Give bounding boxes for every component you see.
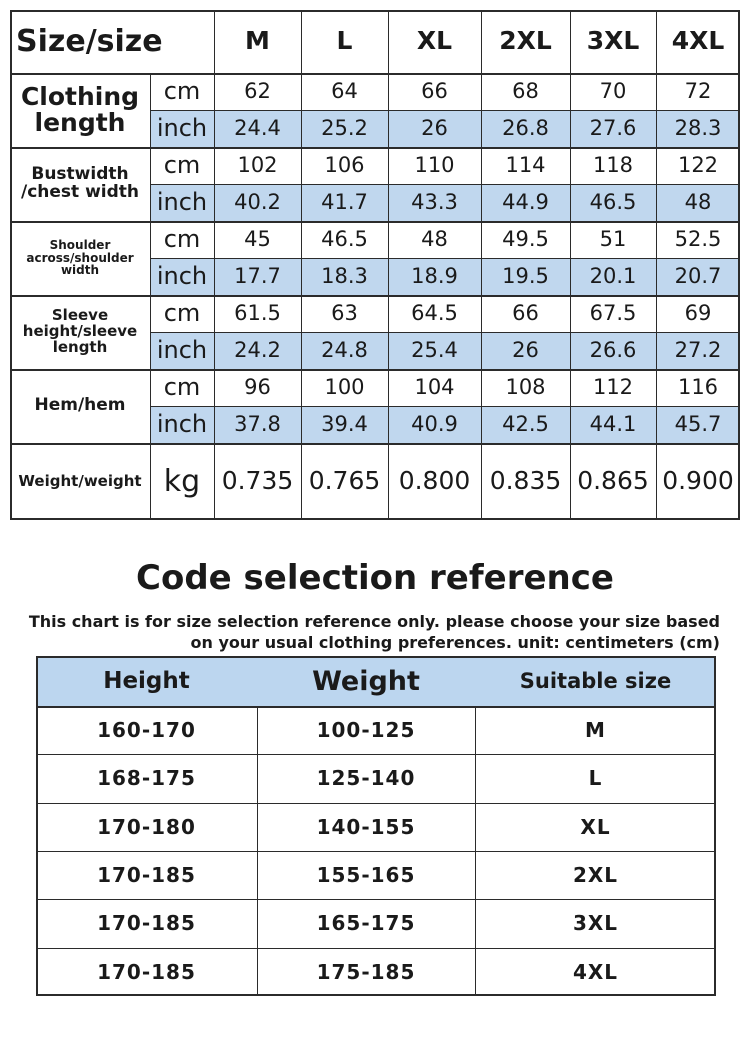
unit-inch: inch (156, 409, 208, 438)
table-grid-line (150, 332, 740, 333)
height-range: 170-180 (97, 814, 196, 839)
size-column-header: M (245, 26, 270, 56)
measurement-label: Shoulder across/shoulder width (26, 238, 134, 278)
measurement-label: Bustwidth /chest width (20, 164, 139, 202)
inch-value: 26 (421, 116, 448, 141)
cm-value: 70 (599, 79, 627, 104)
cm-value: 106 (324, 153, 365, 178)
cm-value: 61.5 (234, 301, 281, 326)
cm-value: 49.5 (502, 227, 549, 252)
suitable-size: L (588, 766, 603, 791)
inch-value: 45.7 (674, 412, 722, 437)
unit-inch: inch (156, 261, 208, 290)
suitable-size: 4XL (572, 959, 619, 984)
table-grid-line (656, 10, 657, 520)
inch-value: 25.2 (321, 116, 368, 141)
weight-value: 0.735 (221, 466, 294, 496)
cm-value: 64 (331, 79, 358, 104)
reference-header: Height (103, 668, 190, 694)
cm-value: 62 (244, 79, 271, 104)
weight-value: 0.835 (489, 466, 562, 496)
table-grid-line (10, 10, 740, 12)
inch-value: 18.9 (411, 264, 458, 289)
table-grid-line (10, 518, 740, 520)
unit-inch: inch (156, 335, 208, 364)
cm-value: 52.5 (674, 227, 722, 252)
weight-value: 0.800 (398, 466, 471, 496)
table-grid-line (301, 10, 302, 520)
inch-value: 24.4 (234, 116, 281, 141)
weight-range: 100-125 (316, 718, 416, 743)
inch-value: 26.6 (589, 338, 637, 363)
unit-cm: cm (163, 76, 201, 105)
table-grid-line (481, 10, 482, 520)
measurement-label: Hem/hem (34, 395, 126, 416)
weight-value: 0.865 (577, 466, 649, 496)
unit-inch: inch (156, 187, 208, 216)
suitable-size: 3XL (572, 911, 619, 936)
height-range: 170-185 (97, 959, 196, 984)
inch-value: 48 (684, 190, 712, 215)
cm-value: 108 (505, 375, 546, 400)
cm-value: 122 (677, 153, 719, 178)
suitable-size: M (585, 718, 606, 743)
inch-value: 25.4 (411, 338, 458, 363)
cm-value: 118 (592, 153, 634, 178)
weight-label: Weight/weight (18, 471, 142, 490)
table-grid-line (150, 184, 740, 185)
cm-value: 45 (244, 227, 271, 252)
reference-header: Suitable size (519, 669, 672, 693)
table-grid-line (36, 994, 716, 996)
table-grid-line (10, 221, 740, 223)
weight-value: 0.900 (662, 466, 734, 496)
cm-value: 48 (421, 227, 448, 252)
inch-value: 26 (512, 338, 539, 363)
unit-cm: cm (163, 150, 201, 179)
table-grid-line (475, 706, 476, 996)
cm-value: 110 (414, 153, 455, 178)
inch-value: 24.8 (321, 338, 368, 363)
height-range: 170-185 (97, 911, 196, 936)
inch-value: 18.3 (321, 264, 368, 289)
height-range: 160-170 (97, 718, 196, 743)
cm-value: 102 (237, 153, 278, 178)
table-grid-line (257, 706, 258, 996)
table-grid-line (388, 10, 389, 520)
measurement-label: Clothing length (20, 81, 140, 137)
table-grid-line (150, 110, 740, 111)
cm-value: 96 (244, 375, 271, 400)
inch-value: 19.5 (502, 264, 549, 289)
inch-value: 24.2 (234, 338, 281, 363)
table-grid-line (36, 754, 716, 755)
inch-value: 37.8 (234, 412, 281, 437)
size-column-header: XL (416, 26, 453, 56)
table-grid-line (36, 656, 38, 996)
inch-value: 44.9 (502, 190, 549, 215)
table-grid-line (714, 656, 716, 996)
cm-value: 72 (684, 79, 712, 104)
inch-value: 43.3 (411, 190, 458, 215)
table-grid-line (10, 10, 12, 520)
table-grid-line (36, 851, 716, 852)
weight-unit: kg (163, 463, 201, 499)
cm-value: 63 (331, 301, 358, 326)
unit-cm: cm (163, 372, 201, 401)
inch-value: 42.5 (502, 412, 549, 437)
inch-value: 20.1 (589, 264, 637, 289)
table-grid-line (36, 899, 716, 900)
cm-value: 66 (512, 301, 539, 326)
size-column-header: 2XL (499, 26, 552, 56)
table-grid-line (10, 369, 740, 371)
cm-value: 67.5 (589, 301, 637, 326)
cm-value: 46.5 (321, 227, 368, 252)
inch-value: 17.7 (234, 264, 281, 289)
table-grid-line (150, 73, 151, 520)
weight-range: 155-165 (316, 863, 416, 888)
table-grid-line (36, 803, 716, 804)
unit-cm: cm (163, 224, 201, 253)
table-grid-line (36, 656, 716, 658)
inch-value: 40.9 (411, 412, 458, 437)
table-grid-line (36, 948, 716, 949)
size-column-header: 3XL (586, 26, 640, 56)
cm-value: 69 (684, 301, 712, 326)
table-grid-line (570, 10, 571, 520)
height-range: 170-185 (97, 863, 196, 888)
inch-value: 20.7 (674, 264, 722, 289)
table-grid-line (214, 10, 215, 520)
reference-header: Weight (312, 665, 420, 697)
weight-range: 175-185 (316, 959, 416, 984)
table-grid-line (150, 406, 740, 407)
cm-value: 64.5 (411, 301, 458, 326)
suitable-size: 2XL (572, 863, 619, 888)
inch-value: 39.4 (321, 412, 368, 437)
cm-value: 100 (324, 375, 365, 400)
measurement-label: Sleeve height/sleeve length (22, 306, 138, 356)
weight-range: 125-140 (316, 766, 416, 791)
weight-range: 165-175 (316, 911, 416, 936)
weight-value: 0.765 (308, 466, 381, 496)
cm-value: 116 (677, 375, 719, 400)
table-grid-line (10, 147, 740, 149)
cm-value: 68 (512, 79, 539, 104)
size-column-header: 4XL (671, 26, 725, 56)
weight-range: 140-155 (316, 814, 416, 839)
table-grid-line (150, 258, 740, 259)
reference-title: Code selection reference (136, 558, 614, 598)
unit-inch: inch (156, 113, 208, 142)
inch-value: 26.8 (502, 116, 549, 141)
unit-cm: cm (163, 298, 201, 327)
cm-value: 51 (599, 227, 627, 252)
inch-value: 28.3 (674, 116, 722, 141)
cm-value: 112 (592, 375, 634, 400)
size-header-label: Size/size (16, 23, 163, 59)
table-grid-line (10, 295, 740, 297)
table-grid-line (738, 10, 740, 520)
cm-value: 66 (421, 79, 448, 104)
inch-value: 46.5 (589, 190, 637, 215)
reference-table (36, 656, 716, 996)
cm-value: 104 (414, 375, 455, 400)
reference-note: This chart is for size selection reference only. please choose your size based on your usual clothing preferences. unit: centimeters (cm) (28, 612, 720, 652)
height-range: 168-175 (97, 766, 196, 791)
inch-value: 44.1 (589, 412, 637, 437)
table-grid-line (36, 706, 716, 708)
inch-value: 27.6 (589, 116, 637, 141)
inch-value: 27.2 (674, 338, 722, 363)
size-column-header: L (336, 26, 353, 56)
table-grid-line (10, 73, 740, 75)
cm-value: 114 (505, 153, 546, 178)
inch-value: 40.2 (234, 190, 281, 215)
suitable-size: XL (580, 814, 611, 839)
inch-value: 41.7 (321, 190, 368, 215)
table-grid-line (10, 443, 740, 445)
